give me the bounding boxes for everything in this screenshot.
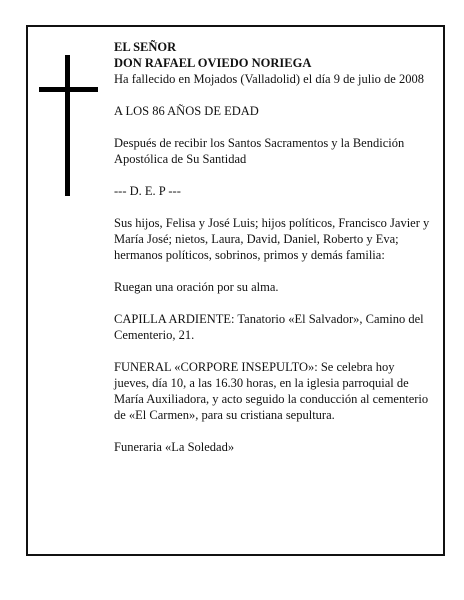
age-line: A LOS 86 AÑOS DE EDAD bbox=[114, 104, 259, 118]
chapel-paragraph: CAPILLA ARDIENTE: Tanatorio «El Salvador», Camino del Cementerio, 21. bbox=[114, 312, 424, 342]
cross-icon-vertical bbox=[65, 55, 70, 196]
funeral-paragraph: FUNERAL «CORPORE INSEPULTO»: Se celebra hoy jueves, día 10, a las 16.30 horas, en la iglesia parroquial de María Auxiliadora, y acto seguido la conducción al cementerio de «El Carmen», para su cristiana sepultura. bbox=[114, 360, 429, 422]
cross-icon-horizontal bbox=[39, 87, 98, 92]
title-line-1: EL SEÑOR bbox=[114, 40, 177, 54]
family-paragraph: Sus hijos, Felisa y José Luis; hijos políticos, Francisco Javier y María José; nietos, Laura, David, Daniel, Roberto y Eva; hermanos políticos, sobrinos, primos y demás familia: bbox=[114, 216, 430, 262]
rip-line: --- D. E. P --- bbox=[114, 184, 181, 198]
funeral-home: Funeraria «La Soledad» bbox=[114, 440, 235, 454]
title-line-2: DON RAFAEL OVIEDO NORIEGA bbox=[114, 56, 312, 70]
prayer-line: Ruegan una oración por su alma. bbox=[114, 280, 279, 294]
sacraments-line: Después de recibir los Santos Sacramentos y la Bendición Apostólica de Su Santidad bbox=[114, 136, 405, 166]
death-info: Ha fallecido en Mojados (Valladolid) el día 9 de julio de 2008 bbox=[114, 72, 424, 86]
obituary-text bbox=[114, 39, 432, 455]
